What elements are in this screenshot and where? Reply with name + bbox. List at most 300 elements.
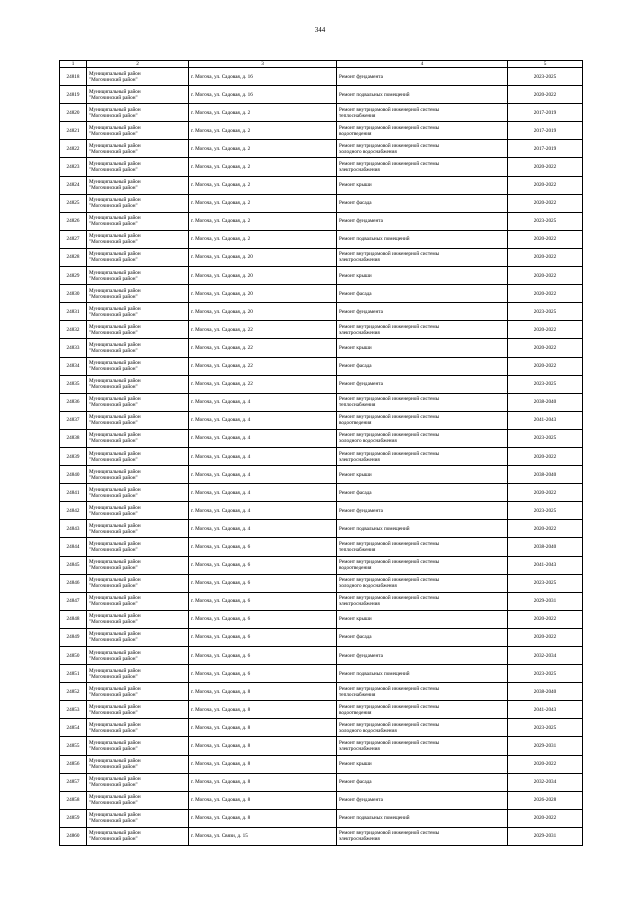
district-line: "Могочинский район" — [89, 691, 138, 698]
district-line: Муниципальный район — [89, 504, 141, 511]
work-type-cell — [337, 610, 508, 628]
district-line: Муниципальный район — [89, 360, 141, 367]
row-number-cell: 24846 — [60, 574, 87, 592]
work-line: электроснабжения — [339, 167, 380, 174]
header-col-1: 1 — [60, 61, 87, 68]
district-line: "Могочинский район" — [89, 655, 138, 662]
district-cell — [87, 773, 189, 791]
address-cell: г. Могоча, ул. Садовая, д. 22 — [189, 339, 337, 357]
row-number-cell: 24844 — [60, 538, 87, 556]
district-line: "Могочинский район" — [89, 619, 138, 626]
district-line: "Могочинский район" — [89, 203, 138, 210]
work-line: теплоснабжения — [339, 402, 376, 409]
row-number-cell: 24823 — [60, 158, 87, 176]
work-type-cell — [337, 665, 508, 683]
table-row — [60, 104, 583, 122]
district-line: Муниципальный район — [89, 812, 141, 819]
district-cell — [87, 665, 189, 683]
work-type-cell — [337, 393, 508, 411]
table-row — [60, 773, 583, 791]
row-number-cell: 24822 — [60, 140, 87, 158]
work-line: Ремонт внутридомовой инженерной системы — [339, 396, 440, 403]
district-line: "Могочинский район" — [89, 528, 138, 535]
district-line: "Могочинский район" — [89, 148, 138, 155]
table-row — [60, 683, 583, 701]
row-number-cell: 24858 — [60, 791, 87, 809]
district-line: Муниципальный район — [89, 161, 141, 168]
district-line: Муниципальный район — [89, 378, 141, 385]
table-row — [60, 574, 583, 592]
work-line: Ремонт внутридомовой инженерной системы — [339, 577, 440, 584]
row-number-cell: 24854 — [60, 719, 87, 737]
address-cell: г. Могоча, ул. Садовая, д. 6 — [189, 665, 337, 683]
address-cell: г. Могоча, ул. Садовая, д. 4 — [189, 447, 337, 465]
work-type-cell — [337, 248, 508, 266]
table-row — [60, 484, 583, 502]
address-cell: г. Могоча, ул. Садовая, д. 16 — [189, 86, 337, 104]
table-row — [60, 212, 583, 230]
work-type-cell — [337, 230, 508, 248]
period-cell: 2020-2022 — [508, 267, 583, 285]
address-cell: г. Могоча, ул. Садовая, д. 6 — [189, 556, 337, 574]
work-type-cell — [337, 809, 508, 827]
work-line: холодного водоснабжения — [339, 727, 397, 734]
work-line: электроснабжения — [339, 836, 380, 843]
row-number-cell: 24833 — [60, 339, 87, 357]
address-cell: г. Могоча, ул. Садовая, д. 20 — [189, 248, 337, 266]
address-cell: г. Могоча, ул. Садовая, д. 6 — [189, 538, 337, 556]
district-cell — [87, 68, 189, 86]
address-cell: г. Могоча, ул. Садовая, д. 8 — [189, 773, 337, 791]
work-type-cell — [337, 321, 508, 339]
address-cell: г. Могоча, ул. Садовая, д. 2 — [189, 140, 337, 158]
district-cell — [87, 122, 189, 140]
district-line: "Могочинский район" — [89, 546, 138, 553]
work-type-cell — [337, 484, 508, 502]
address-cell: г. Могоча, ул. Садовая, д. 20 — [189, 285, 337, 303]
district-line: Муниципальный район — [89, 758, 141, 765]
row-number-cell: 24831 — [60, 303, 87, 321]
work-type-cell — [337, 466, 508, 484]
table-row — [60, 375, 583, 393]
work-line: Ремонт фундамента — [339, 218, 383, 225]
table-row — [60, 429, 583, 447]
row-number-cell: 24827 — [60, 230, 87, 248]
district-line: Муниципальный район — [89, 287, 141, 294]
period-cell: 2023-2025 — [508, 212, 583, 230]
district-cell — [87, 321, 189, 339]
district-cell — [87, 647, 189, 665]
work-line: водоотведения — [339, 130, 372, 137]
work-type-cell — [337, 194, 508, 212]
period-cell: 2020-2022 — [508, 230, 583, 248]
district-cell — [87, 86, 189, 104]
work-line: холодного водоснабжения — [339, 438, 397, 445]
work-type-cell — [337, 86, 508, 104]
address-cell: г. Могоча, ул. Садовая, д. 2 — [189, 194, 337, 212]
district-line: Муниципальный район — [89, 142, 141, 149]
district-cell — [87, 502, 189, 520]
row-number-cell: 24847 — [60, 592, 87, 610]
table-row — [60, 303, 583, 321]
district-cell — [87, 339, 189, 357]
period-cell: 2020-2022 — [508, 194, 583, 212]
row-number-cell: 24834 — [60, 357, 87, 375]
district-cell — [87, 230, 189, 248]
work-line: Ремонт подвальных помещений — [339, 525, 410, 532]
row-number-cell: 24853 — [60, 701, 87, 719]
district-line: Муниципальный район — [89, 70, 141, 77]
work-line: Ремонт внутридомовой инженерной системы — [339, 106, 440, 113]
address-cell: г. Могоча, ул. Садовая, д. 6 — [189, 647, 337, 665]
period-cell: 2020-2022 — [508, 158, 583, 176]
address-cell: г. Могоча, ул. Садовая, д. 2 — [189, 230, 337, 248]
work-type-cell — [337, 267, 508, 285]
district-line: "Могочинский район" — [89, 510, 138, 517]
district-line: Муниципальный район — [89, 649, 141, 656]
header-col-3: 3 — [189, 61, 337, 68]
district-line: Муниципальный район — [89, 685, 141, 692]
period-cell: 2038-2040 — [508, 466, 583, 484]
work-type-cell — [337, 447, 508, 465]
work-type-cell — [337, 538, 508, 556]
district-cell — [87, 827, 189, 845]
district-line: "Могочинский район" — [89, 76, 138, 83]
district-line: Муниципальный район — [89, 414, 141, 421]
table-row — [60, 719, 583, 737]
table-row — [60, 176, 583, 194]
work-line: Ремонт фундамента — [339, 652, 383, 659]
table-row — [60, 809, 583, 827]
work-line: холодного водоснабжения — [339, 583, 397, 590]
period-cell: 2032-2034 — [508, 647, 583, 665]
work-type-cell — [337, 176, 508, 194]
period-cell: 2020-2022 — [508, 447, 583, 465]
work-line: Ремонт фасада — [339, 363, 372, 370]
district-line: "Могочинский район" — [89, 673, 138, 680]
table-row — [60, 665, 583, 683]
row-number-cell: 24855 — [60, 737, 87, 755]
work-line: Ремонт крыши — [339, 616, 372, 623]
work-line: электроснабжения — [339, 746, 380, 753]
district-line: "Могочинский район" — [89, 492, 138, 499]
district-line: Муниципальный район — [89, 540, 141, 547]
district-line: Муниципальный район — [89, 794, 141, 801]
table-row — [60, 628, 583, 646]
work-type-cell — [337, 429, 508, 447]
table-row — [60, 230, 583, 248]
table-row — [60, 393, 583, 411]
district-line: "Могочинский район" — [89, 221, 138, 228]
district-line: Муниципальный район — [89, 577, 141, 584]
district-cell — [87, 574, 189, 592]
row-number-cell: 24818 — [60, 68, 87, 86]
table-header-row — [60, 61, 583, 68]
district-line: Муниципальный район — [89, 740, 141, 747]
period-cell: 2020-2022 — [508, 176, 583, 194]
period-cell: 2029-2031 — [508, 592, 583, 610]
period-cell: 2038-2040 — [508, 538, 583, 556]
row-number-cell: 24837 — [60, 411, 87, 429]
district-line: "Могочинский район" — [89, 185, 138, 192]
work-line: теплоснабжения — [339, 546, 376, 553]
district-line: Муниципальный район — [89, 776, 141, 783]
work-type-cell — [337, 212, 508, 230]
period-cell: 2020-2022 — [508, 248, 583, 266]
district-line: "Могочинский район" — [89, 94, 138, 101]
table-row — [60, 122, 583, 140]
district-line: Муниципальный район — [89, 251, 141, 258]
work-line: Ремонт фундамента — [339, 507, 383, 514]
row-number-cell: 24832 — [60, 321, 87, 339]
district-cell — [87, 610, 189, 628]
address-cell: г. Могоча, ул. Садовая, д. 4 — [189, 520, 337, 538]
district-cell — [87, 737, 189, 755]
period-cell: 2023-2025 — [508, 303, 583, 321]
district-line: Муниципальный район — [89, 468, 141, 475]
work-line: Ремонт подвальных помещений — [339, 91, 410, 98]
period-cell: 2041-2043 — [508, 701, 583, 719]
district-line: Муниципальный район — [89, 522, 141, 529]
district-line: Муниципальный район — [89, 721, 141, 728]
page-number: 344 — [314, 26, 326, 34]
table-row — [60, 248, 583, 266]
row-number-cell: 24845 — [60, 556, 87, 574]
work-line: Ремонт крыши — [339, 272, 372, 279]
table-row — [60, 520, 583, 538]
address-cell: г. Могоча, ул. Садовая, д. 22 — [189, 321, 337, 339]
district-line: "Могочинский район" — [89, 709, 138, 716]
table-row — [60, 556, 583, 574]
work-type-cell — [337, 158, 508, 176]
work-line: водоотведения — [339, 565, 372, 572]
district-line: Муниципальный район — [89, 830, 141, 837]
district-line: "Могочинский район" — [89, 836, 138, 843]
work-type-cell — [337, 737, 508, 755]
district-line: "Могочинский район" — [89, 257, 138, 264]
row-number-cell: 24828 — [60, 248, 87, 266]
table-row — [60, 737, 583, 755]
district-line: Муниципальный район — [89, 559, 141, 566]
header-col-2: 2 — [87, 61, 189, 68]
district-line: Муниципальный район — [89, 486, 141, 493]
address-cell: г. Могоча, ул. Садовая, д. 20 — [189, 303, 337, 321]
work-line: Ремонт крыши — [339, 182, 372, 189]
period-cell: 2023-2025 — [508, 68, 583, 86]
table-row — [60, 592, 583, 610]
period-cell: 2041-2043 — [508, 411, 583, 429]
work-line: водоотведения — [339, 420, 372, 427]
district-cell — [87, 556, 189, 574]
district-line: "Могочинский район" — [89, 583, 138, 590]
work-line: Ремонт фасада — [339, 290, 372, 297]
period-cell: 2023-2025 — [508, 502, 583, 520]
row-number-cell: 24848 — [60, 610, 87, 628]
district-line: "Могочинский район" — [89, 818, 138, 825]
district-line: "Могочинский район" — [89, 438, 138, 445]
table-row — [60, 321, 583, 339]
table-row — [60, 357, 583, 375]
district-line: Муниципальный район — [89, 305, 141, 312]
district-line: "Могочинский район" — [89, 637, 138, 644]
table-row — [60, 267, 583, 285]
period-cell: 2020-2022 — [508, 86, 583, 104]
address-cell: г. Могоча, ул. Садовая, д. 4 — [189, 484, 337, 502]
work-type-cell — [337, 140, 508, 158]
table-row — [60, 647, 583, 665]
district-line: Муниципальный район — [89, 233, 141, 240]
work-line: Ремонт внутридомовой инженерной системы — [339, 740, 440, 747]
address-cell: г. Могоча, ул. Садовая, д. 2 — [189, 212, 337, 230]
district-cell — [87, 285, 189, 303]
work-line: Ремонт внутридомовой инженерной системы — [339, 830, 440, 837]
period-cell: 2017-2019 — [508, 104, 583, 122]
district-line: Муниципальный район — [89, 432, 141, 439]
work-line: электроснабжения — [339, 456, 380, 463]
row-number-cell: 24819 — [60, 86, 87, 104]
district-line: "Могочинский район" — [89, 800, 138, 807]
row-number-cell: 24836 — [60, 393, 87, 411]
row-number-cell: 24830 — [60, 285, 87, 303]
work-type-cell — [337, 68, 508, 86]
period-cell: 2020-2022 — [508, 285, 583, 303]
address-cell: г. Могоча, ул. Садовая, д. 8 — [189, 719, 337, 737]
table-row — [60, 466, 583, 484]
address-cell: г. Могоча, ул. Садовая, д. 22 — [189, 375, 337, 393]
district-cell — [87, 104, 189, 122]
district-cell — [87, 429, 189, 447]
district-cell — [87, 194, 189, 212]
work-line: теплоснабжения — [339, 112, 376, 119]
address-cell: г. Могоча, ул. Садовая, д. 2 — [189, 122, 337, 140]
table-row — [60, 285, 583, 303]
work-type-cell — [337, 791, 508, 809]
district-cell — [87, 357, 189, 375]
address-cell: г. Могоча, ул. Садовая, д. 8 — [189, 809, 337, 827]
period-cell: 2020-2022 — [508, 610, 583, 628]
work-type-cell — [337, 556, 508, 574]
address-cell: г. Могоча, ул. Садовая, д. 2 — [189, 104, 337, 122]
work-line: Ремонт внутридомовой инженерной системы — [339, 703, 440, 710]
work-line: Ремонт внутридомовой инженерной системы — [339, 432, 440, 439]
row-number-cell: 24838 — [60, 429, 87, 447]
district-line: Муниципальный район — [89, 197, 141, 204]
district-cell — [87, 393, 189, 411]
work-line: электроснабжения — [339, 257, 380, 264]
work-line: холодного водоснабжения — [339, 148, 397, 155]
work-line: Ремонт внутридомовой инженерной системы — [339, 595, 440, 602]
table-row — [60, 701, 583, 719]
district-line: "Могочинский район" — [89, 420, 138, 427]
address-cell: г. Могоча, ул. Садовая, д. 4 — [189, 411, 337, 429]
address-cell: г. Могоча, ул. Садовая, д. 2 — [189, 158, 337, 176]
row-number-cell: 24824 — [60, 176, 87, 194]
district-cell — [87, 212, 189, 230]
address-cell: г. Могоча, ул. Садовая, д. 6 — [189, 628, 337, 646]
address-cell: г. Могоча, ул. Садовая, д. 6 — [189, 574, 337, 592]
district-cell — [87, 140, 189, 158]
district-line: "Могочинский район" — [89, 130, 138, 137]
work-type-cell — [337, 411, 508, 429]
row-number-cell: 24849 — [60, 628, 87, 646]
period-cell: 2017-2019 — [508, 140, 583, 158]
work-type-cell — [337, 628, 508, 646]
table-row — [60, 194, 583, 212]
address-cell: г. Могоча, ул. Садовая, д. 6 — [189, 610, 337, 628]
work-type-cell — [337, 339, 508, 357]
district-line: "Могочинский район" — [89, 239, 138, 246]
address-cell: г. Могоча, ул. Садовая, д. 20 — [189, 267, 337, 285]
row-number-cell: 24860 — [60, 827, 87, 845]
district-line: Муниципальный район — [89, 124, 141, 131]
period-cell: 2020-2022 — [508, 520, 583, 538]
district-line: "Могочинский район" — [89, 311, 138, 318]
period-cell: 2038-2040 — [508, 683, 583, 701]
district-line: "Могочинский район" — [89, 167, 138, 174]
table-row — [60, 827, 583, 845]
district-cell — [87, 719, 189, 737]
work-line: электроснабжения — [339, 601, 380, 608]
district-line: "Могочинский район" — [89, 727, 138, 734]
period-cell: 2023-2025 — [508, 665, 583, 683]
table-row — [60, 140, 583, 158]
district-line: "Могочинский район" — [89, 293, 138, 300]
district-cell — [87, 411, 189, 429]
work-line: Ремонт подвальных помещений — [339, 815, 410, 822]
district-cell — [87, 466, 189, 484]
address-cell: г. Могоча, ул. Связи, д. 15 — [189, 827, 337, 845]
work-type-cell — [337, 574, 508, 592]
district-cell — [87, 520, 189, 538]
work-type-cell — [337, 502, 508, 520]
row-number-cell: 24841 — [60, 484, 87, 502]
work-type-cell — [337, 303, 508, 321]
work-line: Ремонт крыши — [339, 761, 372, 768]
district-cell — [87, 484, 189, 502]
district-cell — [87, 809, 189, 827]
work-line: Ремонт фундамента — [339, 797, 383, 804]
period-cell: 2020-2022 — [508, 484, 583, 502]
work-type-cell — [337, 592, 508, 610]
work-type-cell — [337, 520, 508, 538]
district-line: "Могочинский район" — [89, 565, 138, 572]
district-line: "Могочинский район" — [89, 384, 138, 391]
table-row — [60, 339, 583, 357]
table-row — [60, 158, 583, 176]
period-cell: 2023-2025 — [508, 375, 583, 393]
district-line: "Могочинский район" — [89, 402, 138, 409]
address-cell: г. Могоча, ул. Садовая, д. 8 — [189, 791, 337, 809]
work-line: Ремонт внутридомовой инженерной системы — [339, 540, 440, 547]
work-line: Ремонт внутридомовой инженерной системы — [339, 414, 440, 421]
row-number-cell: 24850 — [60, 647, 87, 665]
district-line: "Могочинский район" — [89, 366, 138, 373]
district-cell — [87, 375, 189, 393]
capital-repair-table — [59, 60, 583, 846]
table-row — [60, 538, 583, 556]
table-row — [60, 755, 583, 773]
district-line: "Могочинский район" — [89, 782, 138, 789]
row-number-cell: 24852 — [60, 683, 87, 701]
work-type-cell — [337, 701, 508, 719]
work-line: Ремонт внутридомовой инженерной системы — [339, 142, 440, 149]
district-line: Муниципальный район — [89, 595, 141, 602]
row-number-cell: 24840 — [60, 466, 87, 484]
address-cell: г. Могоча, ул. Садовая, д. 8 — [189, 755, 337, 773]
work-type-cell — [337, 104, 508, 122]
work-line: Ремонт внутридомовой инженерной системы — [339, 124, 440, 131]
work-type-cell — [337, 285, 508, 303]
